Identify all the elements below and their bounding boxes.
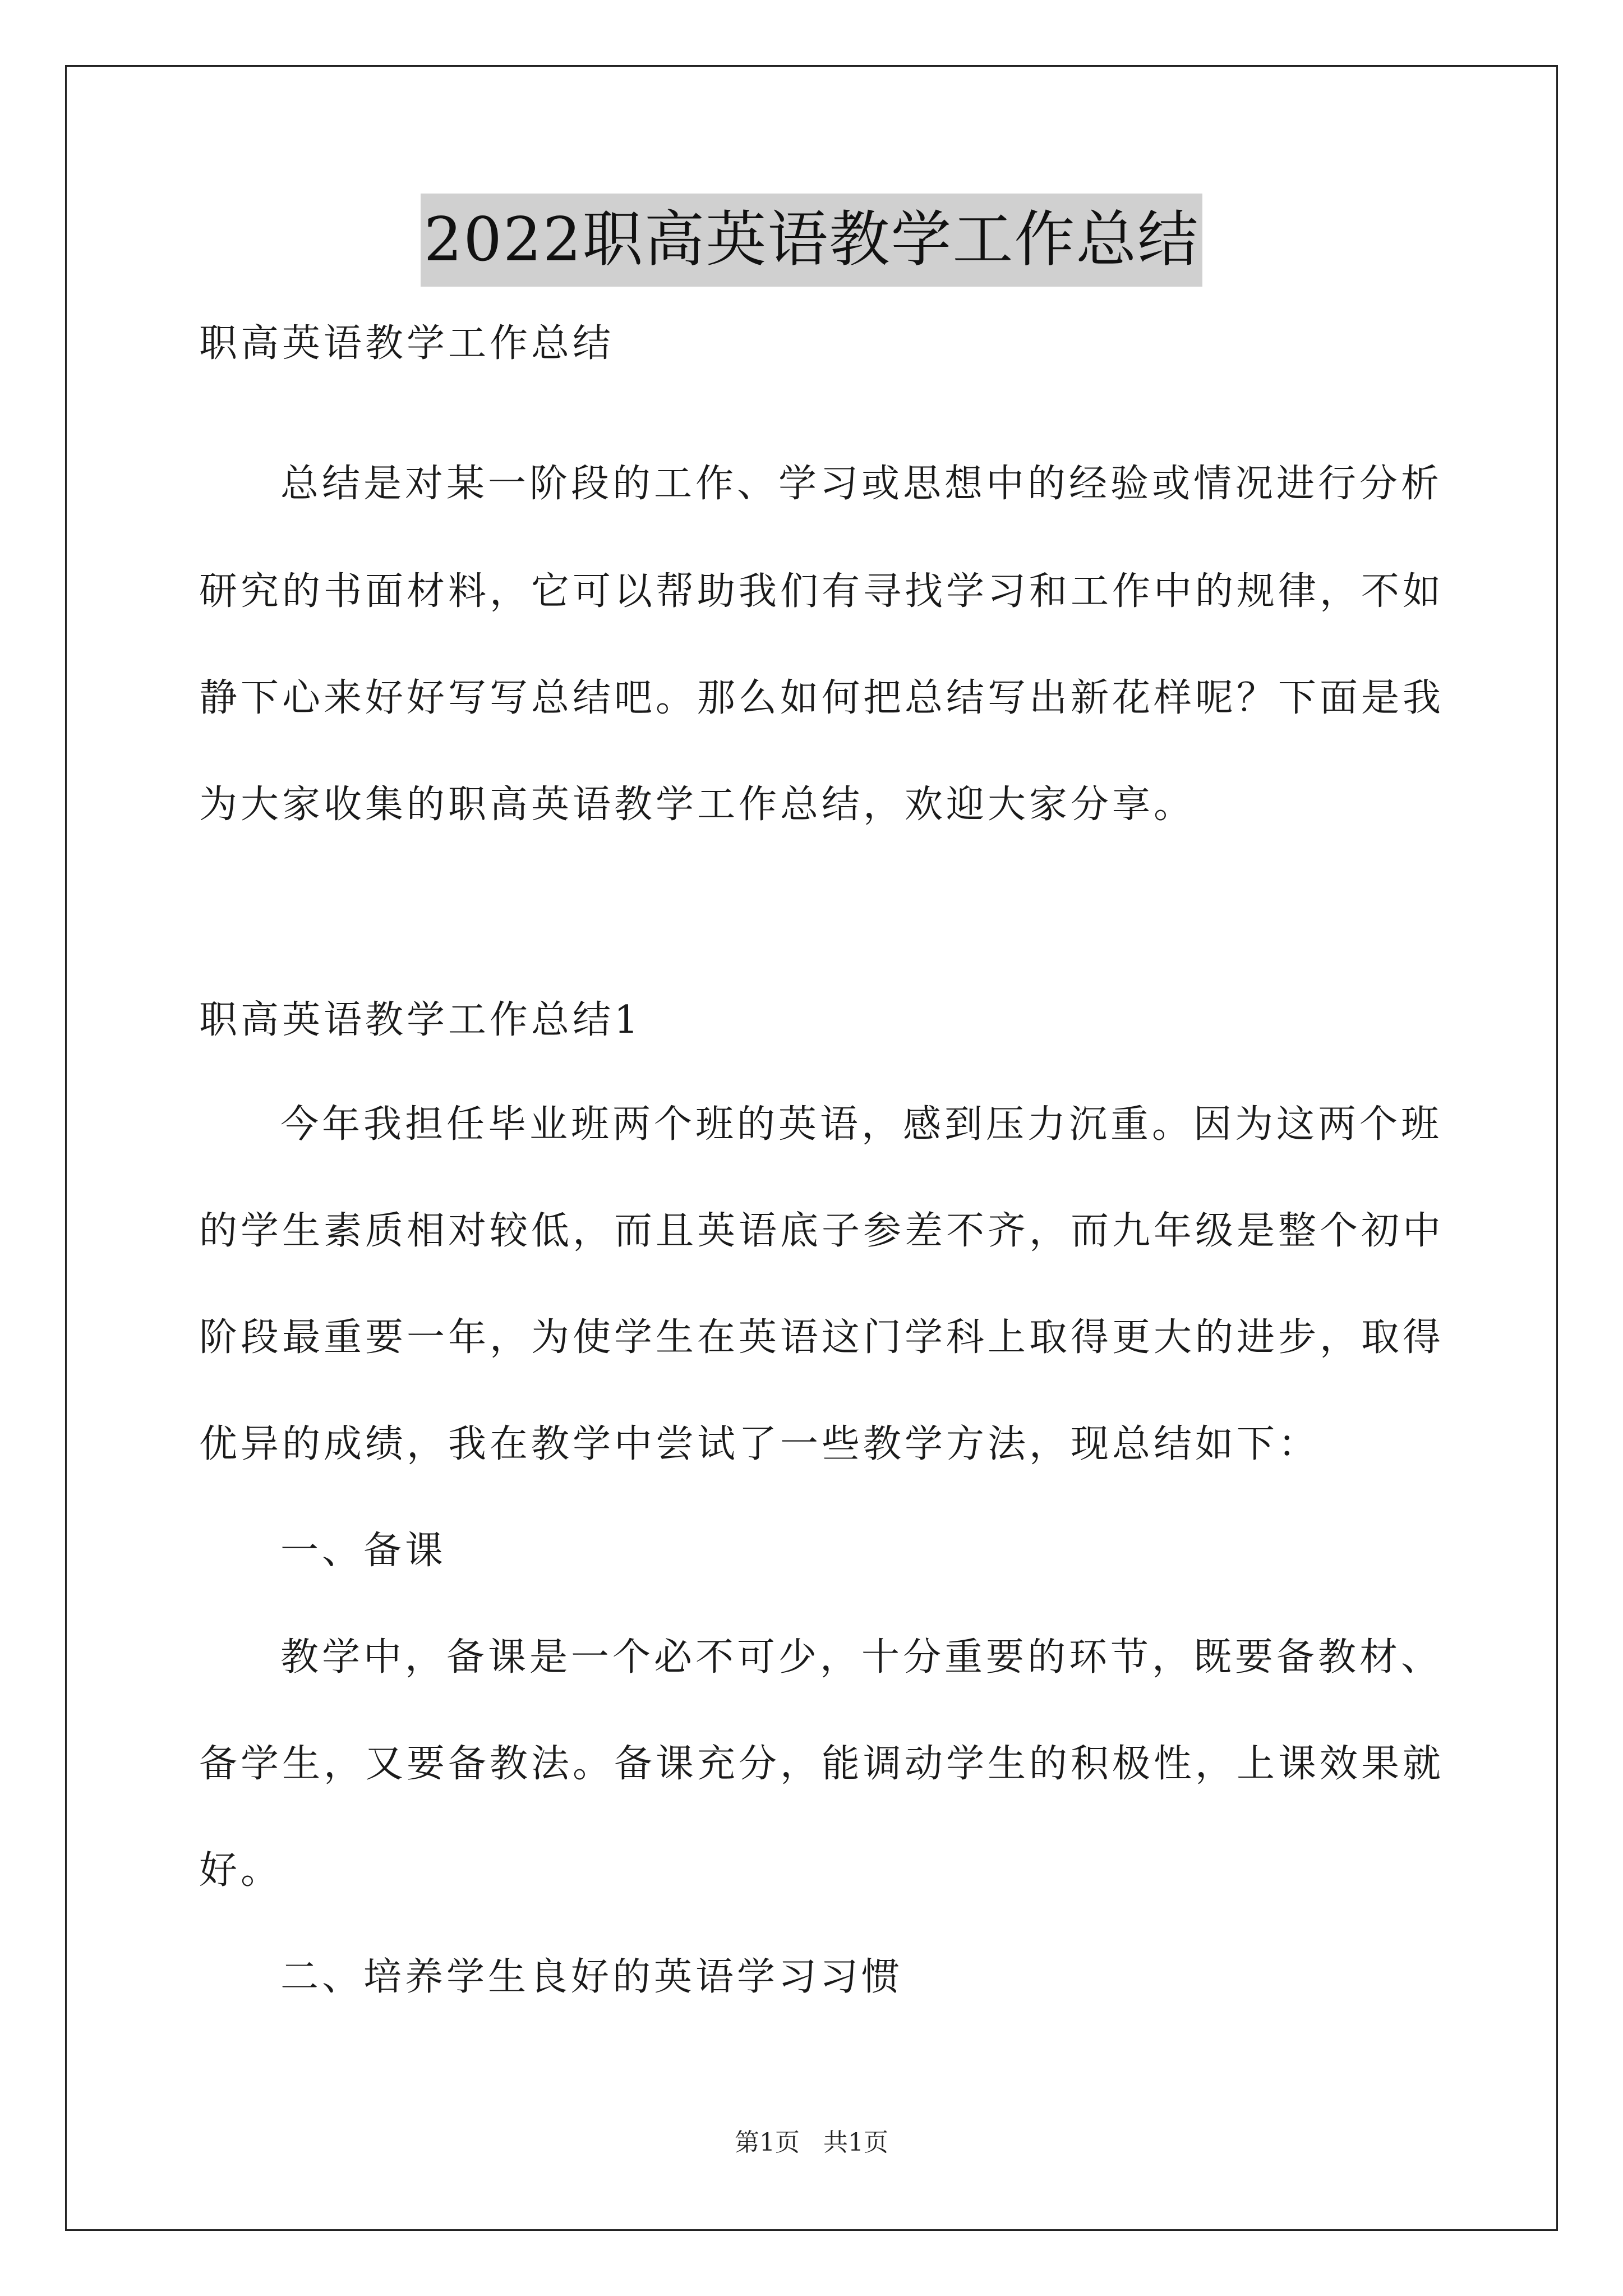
- paragraph-line: 备学生，又要备教法。备课充分，能调动学生的积极性，上课效果就: [199, 1742, 1445, 1786]
- paragraph-line: 研究的书面材料，它可以帮助我们有寻找学习和工作中的规律，不如: [199, 569, 1445, 614]
- list-heading: 二、培养学生良好的英语学习习惯: [280, 1955, 903, 1999]
- paragraph-line: 总结是对某一阶段的工作、学习或思想中的经验或情况进行分析: [280, 462, 1443, 506]
- page-footer: [0, 2126, 1623, 2160]
- document-title: 2022职高英语教学工作总结: [421, 194, 1203, 287]
- paragraph-line: 好。: [199, 1848, 283, 1893]
- subtitle-line: 职高英语教学工作总结: [199, 321, 615, 366]
- paragraph-line: 为大家收集的职高英语教学工作总结，欢迎大家分享。: [199, 783, 1196, 827]
- paragraph-line: 阶段最重要一年，为使学生在英语这门学科上取得更大的进步，取得: [199, 1315, 1445, 1360]
- total-pages: 共1页: [823, 2128, 888, 2157]
- list-heading: 一、备课: [280, 1529, 447, 1573]
- section-heading: 职高英语教学工作总结1: [199, 998, 642, 1042]
- paragraph-line: 静下心来好好写写总结吧。那么如何把总结写出新花样呢？下面是我: [199, 676, 1445, 720]
- title-container: [0, 194, 1623, 287]
- page-number: 第1页: [735, 2128, 800, 2157]
- paragraph-line: 优异的成绩，我在教学中尝试了一些教学方法，现总结如下：: [199, 1422, 1320, 1466]
- paragraph-line: 今年我担任毕业班两个班的英语，感到压力沉重。因为这两个班: [280, 1102, 1443, 1147]
- paragraph-line: 的学生素质相对较低，而且英语底子参差不齐，而九年级是整个初中: [199, 1209, 1445, 1253]
- paragraph-line: 教学中，备课是一个必不可少，十分重要的环节，既要备教材、: [280, 1635, 1443, 1680]
